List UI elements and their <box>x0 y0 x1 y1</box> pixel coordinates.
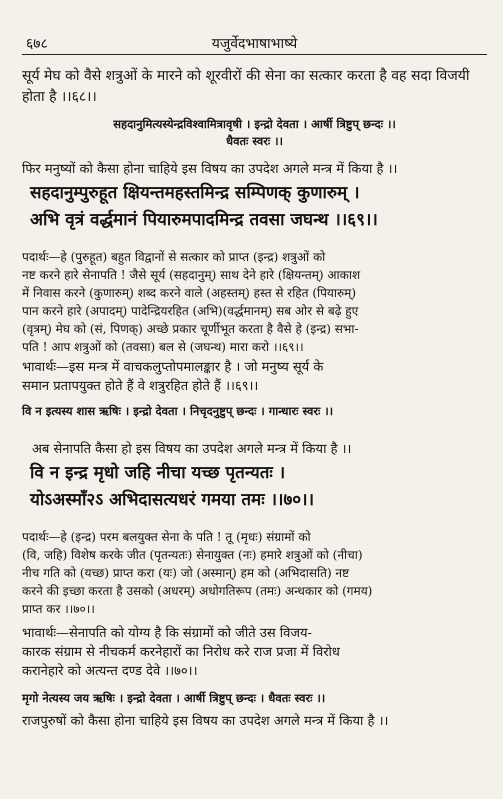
padartha-line: पान करने हारे (अपादम्) पादेन्द्रियरहित (अभि)(वर्द्धमानम्) सब ओर से बढ़े हुए <box>22 304 359 318</box>
mantra-line: अभि वृत्रं वर्द्धमानं पियारुमपादमिन्द्र तवसा जघन्थ ।।६९।। <box>30 210 378 230</box>
bhavartha-line: भावार्थः—सेनापति को योग्य है कि संग्रामों को जीते उस विजय- <box>22 626 312 641</box>
padartha-line: (वृत्रम्) मेघ को (सं, पिणक्) अच्छे प्रकार चूर्णीभूत करता है वैसे हे (इन्द्र) सभा- <box>22 322 359 336</box>
bhavartha-line: समान प्रतापयुक्त होते हैं वे शत्रुरहित होते हैं ।।६९।। <box>22 379 259 394</box>
intro-text: सूर्य मेघ को वैसे शत्रुओं के मारने को शूरवीरों की सेना का सत्कार करता है वह सदा विजयी होता है ।।६८।। <box>22 68 470 105</box>
padartha-line: पदार्थः—हे (पुरुहूत) बहुत विद्वानों से सत्कार को प्राप्त (इन्द्र) शत्रुओं को <box>22 250 326 264</box>
question-text: अब सेनापति कैसा हो इस विषय का उपदेश अगले मन्त्र में किया है ।। <box>32 442 352 457</box>
padartha-69 <box>22 248 487 356</box>
meta-block-70 <box>22 403 487 420</box>
bhavartha-69 <box>22 358 487 396</box>
padartha-line: पति ! आप शत्रुओं को (तवसा) बल से (जघन्थ) मारा करो ।।६९।। <box>22 340 304 354</box>
running-title: यजुर्वेदभाषाभाष्ये <box>211 36 298 52</box>
bhavartha-line: कारक संग्राम से नीचकर्म करनेहारों का निरोध करे राज प्रजा में विरोध <box>22 645 340 660</box>
page-number: ६७८ <box>26 36 48 52</box>
bhavartha-70 <box>22 624 487 681</box>
meta-block-68 <box>22 116 487 150</box>
bhavartha-line: भावार्थः—इस मन्त्र में वाचकलुप्तोपमालङ्कार है । जो मनुष्य सूर्य के <box>22 360 324 375</box>
closing-paragraph <box>22 712 487 731</box>
mantra-line: वि न इन्द्र मृधो जहि नीचा यच्छ पृतन्यतः । <box>30 463 286 483</box>
meta-line: वि न इत्यस्य शास ऋषिः । इन्द्रो देवता । निचृदनुष्टुप् छन्दः । गान्धारः स्वरः ।। <box>22 404 334 418</box>
padartha-line: नष्ट करने हारे सेनापति ! जैसे सूर्य (सहदानुम्) साथ देने हारे (क्षियन्तम्) आकाश <box>22 268 361 282</box>
mantra-70 <box>22 460 487 514</box>
mantra-line: योऽअस्माँ२ऽ अभिदासत्यधरं गमया तमः ।।७०।। <box>30 490 315 510</box>
mantra-line: सहदानुम्पुरुहूत क्षियन्तमहस्तमिन्द्र सम्पिणक् कुणारुम् । <box>30 183 360 203</box>
meta-line: सहदानुमित्यस्येन्द्रविश्वामित्रावृषी । इन्द्रो देवता । आर्षी त्रिष्टुप् छन्दः ।। <box>113 117 396 131</box>
question-69 <box>22 160 487 179</box>
padartha-line: में निवास करने (कुणारुम्) शब्द करने वाले (अहस्तम्) हस्त से रहित (पियारुम्) <box>22 286 357 300</box>
bhavartha-line: करानेहारे को अत्यन्त दण्ड देवे ।।७०।। <box>22 664 198 679</box>
intro-paragraph <box>22 66 487 108</box>
meta-line: धैवतः स्वरः ।। <box>226 134 283 148</box>
padartha-70 <box>22 528 487 618</box>
question-text: फिर मनुष्यों को कैसा होना चाहिये इस विषय का उपदेश अगले मन्त्र में किया है ।। <box>22 162 398 177</box>
meta-block-71 <box>22 690 487 707</box>
closing-text: राजपुरुषों को कैसा होना चाहिये इस विषय का उपदेश अगले मन्त्र में किया है ।। <box>22 714 389 729</box>
padartha-line: नीच गति को (यच्छ) प्राप्त करा (यः) जो (अस्मान्) हम को (अभिदासति) नष्ट <box>22 566 350 580</box>
meta-line: मृगो नेत्यस्य जय ऋषिः । इन्द्रो देवता । आर्षी त्रिष्टुप् छन्दः । धैवतः स्वरः ।। <box>22 691 326 705</box>
padartha-line: करने की इच्छा करता है उसको (अधरम्) अधोगतिरूप (तमः) अन्धकार को (गमय) <box>22 584 373 598</box>
page-header <box>22 32 487 55</box>
padartha-line: पदार्थः—हे (इन्द्र) परम बलयुक्त सेना के पति ! तू (मृधः) संग्रामों को <box>22 530 311 544</box>
padartha-line: प्राप्त कर ।।७०।। <box>22 602 95 616</box>
padartha-line: (वि, जहि) विशेष करके जीत (पृतन्यतः) सेनायुक्त (नः) हमारे शत्रुओं को (नीचा) <box>22 548 363 562</box>
question-70 <box>22 440 487 459</box>
mantra-69 <box>22 180 487 234</box>
